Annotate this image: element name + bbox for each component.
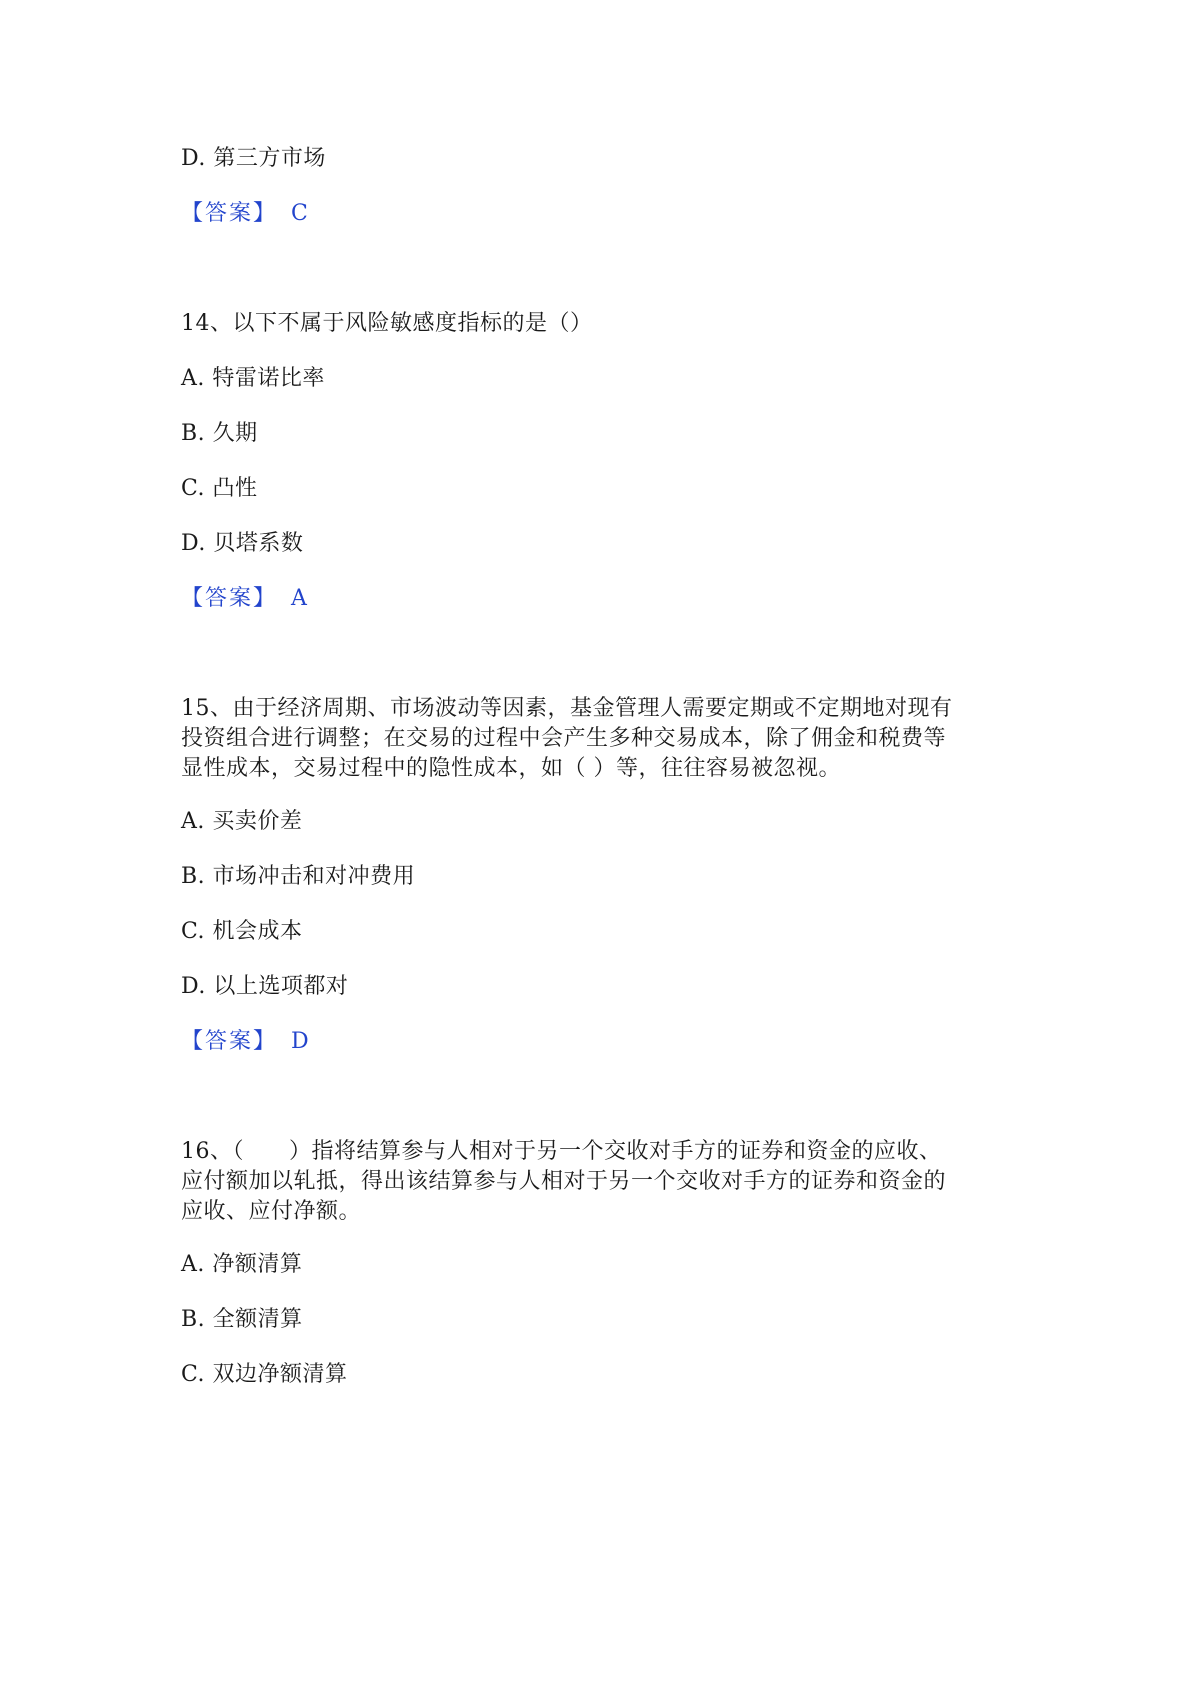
question-15-stem-line-1: 15、由于经济周期、市场波动等因素，基金管理人需要定期或不定期地对现有 bbox=[181, 696, 953, 721]
answer-line bbox=[181, 202, 308, 226]
question-14-option-c: C. 凸性 bbox=[181, 476, 258, 501]
question-15-option-c: C. 机会成本 bbox=[181, 919, 303, 944]
question-15-option-a: A. 买卖价差 bbox=[181, 809, 303, 834]
question-14-answer bbox=[181, 587, 307, 611]
question-14-stem: 14、以下不属于风险敏感度指标的是（） bbox=[181, 311, 593, 336]
question-14-option-a: A. 特雷诺比率 bbox=[181, 366, 325, 391]
question-16-option-b: B. 全额清算 bbox=[181, 1307, 303, 1332]
question-16-option-c: C. 双边净额清算 bbox=[181, 1362, 348, 1387]
answer-value: D bbox=[291, 1029, 310, 1054]
question-16-stem-line-3: 应收、应付净额。 bbox=[181, 1199, 362, 1224]
question-15-answer bbox=[181, 1030, 309, 1054]
question-15-option-b: B. 市场冲击和对冲费用 bbox=[181, 864, 416, 889]
question-14-option-b: B. 久期 bbox=[181, 421, 258, 446]
question-15-option-d: D. 以上选项都对 bbox=[181, 974, 349, 999]
option-d: D. 第三方市场 bbox=[181, 146, 326, 171]
answer-value: C bbox=[291, 201, 309, 226]
question-15-stem-line-3: 显性成本，交易过程中的隐性成本，如（ ）等，往往容易被忽视。 bbox=[181, 756, 841, 781]
question-14-option-d: D. 贝塔系数 bbox=[181, 531, 304, 556]
question-16-stem-line-2: 应付额加以轧抵，得出该结算参与人相对于另一个交收对手方的证券和资金的 bbox=[181, 1169, 947, 1194]
answer-label: 【答案】 bbox=[181, 586, 278, 611]
answer-label: 【答案】 bbox=[181, 201, 278, 226]
question-16-stem-line-1: 16、（ ）指将结算参与人相对于另一个交收对手方的证券和资金的应收、 bbox=[181, 1139, 942, 1164]
answer-label: 【答案】 bbox=[181, 1029, 278, 1054]
question-16-option-a: A. 净额清算 bbox=[181, 1252, 303, 1277]
question-15-stem-line-2: 投资组合进行调整；在交易的过程中会产生多种交易成本，除了佣金和税费等 bbox=[181, 726, 947, 751]
answer-value: A bbox=[291, 586, 308, 611]
